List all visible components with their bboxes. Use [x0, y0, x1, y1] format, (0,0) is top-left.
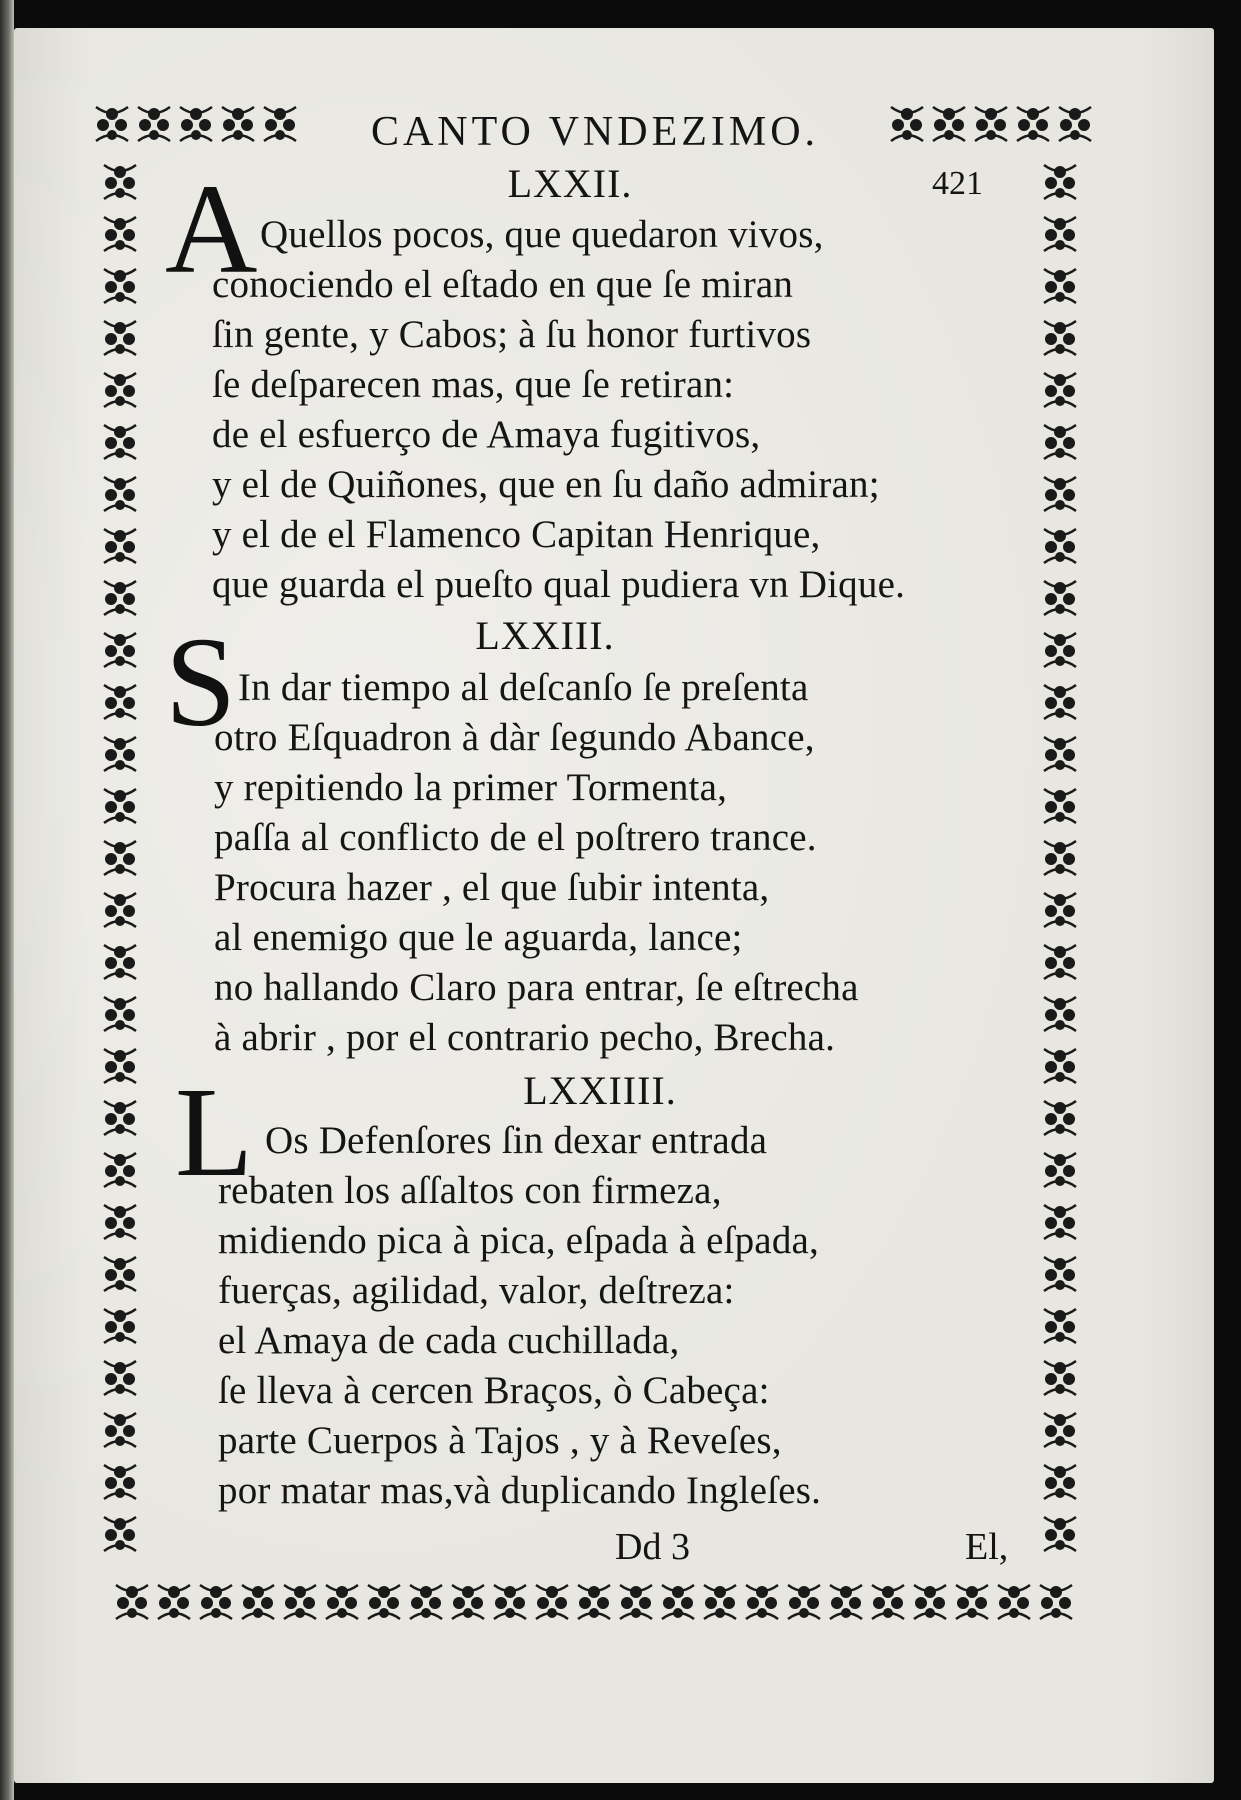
verse-line: rebaten los aſſaltos con firmeza, — [218, 1169, 722, 1212]
verse-line: y el de el Flamenco Capitan Henrique, — [212, 513, 821, 556]
verse-line: y el de Quiñones, que en ſu daño admiran; — [212, 463, 880, 506]
verse-line: al enemigo que le aguarda, lance; — [214, 916, 743, 959]
drop-cap: A — [165, 158, 258, 300]
verse-line: midiendo pica à pica, eſpada à eſpada, — [218, 1219, 819, 1262]
drop-cap: L — [175, 1061, 254, 1203]
verse-line: otro Eſquadron à dàr ſegundo Abance, — [214, 716, 815, 759]
verse-line: parte Cuerpos à Tajos , y à Reveſes, — [218, 1419, 782, 1462]
verse-line: no hallando Claro para entrar, ſe eſtrecha — [214, 966, 859, 1009]
verse-line: y repitiendo la primer Tormenta, — [214, 766, 728, 809]
verse-line: à abrir , por el contrario pecho, Brecha. — [214, 1016, 836, 1059]
running-header: CANTO VNDEZIMO. — [370, 109, 820, 155]
verse-line: que guarda el pueſto qual pudiera vn Dique. — [212, 563, 906, 606]
verse-line: de el esfuerço de Amaya fugitivos, — [212, 413, 761, 456]
stanza-number: LXXIIII. — [523, 1068, 677, 1113]
verse-line: el Amaya de cada cuchillada, — [218, 1319, 680, 1362]
signature-mark: Dd 3 — [615, 1526, 690, 1568]
verse-line: Quellos pocos, que quedaron vivos, — [260, 213, 824, 256]
page-number: 421 — [932, 165, 983, 202]
verse-line: por matar mas,và duplicando Ingleſes. — [218, 1469, 822, 1512]
verse-line: ſin gente, y Cabos; à ſu honor furtivos — [212, 313, 812, 356]
stanza-number: LXXIII. — [475, 613, 615, 658]
verse-line: ſe lleva à cercen Braços, ò Cabeça: — [218, 1369, 770, 1412]
verse-line: conociendo el eſtado en que ſe miran — [212, 263, 794, 306]
verse-line: fuerças, agilidad, valor, deſtreza: — [218, 1269, 735, 1312]
stanza-number: LXXII. — [507, 161, 633, 206]
verse-line: In dar tiempo al deſcanſo ſe preſenta — [238, 666, 809, 709]
verse-line: Os Defenſores ſin dexar entrada — [265, 1119, 768, 1162]
catchword: El, — [965, 1526, 1009, 1568]
book-gutter — [0, 0, 14, 1800]
verse-line: Procura hazer , el que ſubir intenta, — [214, 866, 770, 909]
verse-line: ſe deſparecen mas, que ſe retiran: — [212, 363, 735, 406]
verse-line: paſſa al conflicto de el poſtrero trance. — [214, 816, 817, 859]
drop-cap: S — [165, 611, 237, 753]
